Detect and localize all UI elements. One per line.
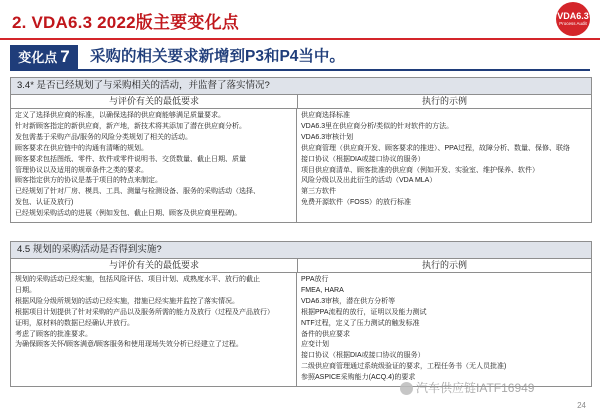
table-body	[11, 109, 591, 222]
col-header-min-requirements: 与评价有关的最低要求	[11, 95, 298, 108]
text-line: 针对新顾客指定的新供应商，新产地，新技术将其添加了潜在供应商分析。	[15, 122, 246, 130]
text-line: 已经规划采购活动的进展（例如发包、截止日期、顾客及供应商里程碑)。	[15, 210, 242, 218]
text-line: 定义了选择供应商的标准，以确保选择的供应商能够满足质量要求。	[15, 112, 225, 119]
table-body	[11, 273, 591, 386]
text-line: 规划的采购活动已经实施，包括风险评估、项目计划、成熟度水平、放行的截止	[15, 276, 260, 283]
text-line: 管理协议以及适用的规章条件之类的要求。	[15, 166, 148, 174]
text-line: VDA6.3审核，潜在供方分析等	[301, 297, 396, 305]
text-line: 已经规划了针对厂房、模具、工具、测量与检测设备、服务的采购活动（选择、	[15, 188, 260, 196]
text-line: 日期。	[15, 286, 36, 294]
examples-cell	[297, 109, 591, 222]
text-line: 供应商管理（供应商开发、顾客要求的推进）、PPA过程，故障分析、数量、保修、联络	[301, 144, 570, 152]
text-line: 接口协议（根据DIA或接口协议的服务）	[301, 155, 425, 163]
change-point-tag	[10, 45, 78, 69]
col-header-examples: 执行的示例	[421, 260, 467, 270]
text-line: 二级供应商管理通过系统级验证的要求，工程任务书（无人员批准)	[301, 363, 507, 371]
text-line: 发包需基于采购产品/服务的风险分类规划了相关的活动。	[15, 133, 192, 141]
text-line: VDA6.3审核计划	[301, 133, 354, 141]
text-line: 顾客要求在供应链中的沟通有清晰的规划。	[15, 144, 148, 152]
wechat-icon	[400, 382, 413, 395]
change-description: 采购的相关要求新增到P3和P4当中。	[90, 48, 345, 65]
table-column-headers	[11, 95, 591, 109]
text-line: 证明，原材料的数据已经确认并放行。	[15, 319, 134, 327]
title-bar	[0, 0, 600, 40]
watermark	[400, 379, 534, 396]
requirement-table-4-5	[10, 241, 592, 387]
text-line: 根据项目计划提供了针对采购的产品以及服务所需的能力及放行（过程及产品放行）	[15, 308, 274, 316]
min-requirements-cell	[11, 273, 297, 386]
examples-cell	[297, 273, 591, 386]
change-point-banner	[10, 45, 590, 69]
text-line: 供应商选择标准	[301, 112, 350, 119]
text-line: 考虑了顾客的批准要求。	[15, 330, 92, 338]
text-line: 备件的供应要求	[301, 330, 350, 338]
table-question: 3.4* 是否已经规划了与采购相关的活动，并监督了落实情况?	[11, 78, 591, 95]
text-line: 项目供应商清单、顾客批准的供应商（例如开发、实验室、维护保养、软件）	[301, 166, 539, 174]
text-line: 接口协议（根据DIA或接口协议的服务）	[301, 352, 425, 360]
text-line: 第三方软件	[301, 188, 336, 196]
change-tag-number: 7	[60, 47, 70, 66]
text-line: 应变计划	[301, 341, 329, 349]
change-tag-label: 变化点	[18, 50, 58, 65]
text-line: VDA6.3里在供应商分析/类似的针对软件的方法。	[301, 122, 454, 130]
col-header-examples: 执行的示例	[421, 96, 467, 106]
watermark-text: 汽车供应链IATF16949	[416, 381, 535, 395]
text-line: PPA放行	[301, 276, 329, 283]
banner-underline	[10, 69, 590, 71]
text-line: FMEA, HARA	[301, 286, 344, 294]
vda-logo	[556, 2, 590, 36]
text-line: 顾客要求包括图纸、零件、软件或零件说明书、交货数量、截止日期、质量	[15, 155, 246, 163]
text-line: 风险分级以及出此衍生的活动（VDA MLA）	[301, 177, 437, 185]
text-line: 根据风险分级所规划的活动已经实施，措施已经实施并监控了落实情况。	[15, 297, 239, 305]
text-line: 为确保顾客关怀/顾客满意/顾客服务和使用现场失效分析已经建立了过程。	[15, 341, 243, 349]
table-column-headers	[11, 259, 591, 273]
logo-main-text: VDA6.3	[557, 11, 589, 21]
text-line: 参照ASPICE采购能力(ACQ.4)的要求	[301, 374, 416, 382]
min-requirements-cell	[11, 109, 297, 222]
table-question: 4.5 规划的采购活动是否得到实施?	[11, 242, 591, 259]
slide-title: 2. VDA6.3 2022版主要变化点	[12, 13, 239, 32]
text-line: NTF过程，定义了压力测试的触发标准	[301, 319, 420, 327]
text-line: 根据PPA流程的放行，证明以及能力测试	[301, 308, 427, 316]
logo-sub-text: Process Audit	[559, 21, 587, 26]
col-header-min-requirements: 与评价有关的最低要求	[11, 259, 298, 272]
page-number: 24	[577, 401, 586, 410]
requirement-table-3-4	[10, 77, 592, 223]
text-line: 发包、认证及放行)	[15, 199, 74, 207]
text-line: 免费开源软件（FOSS）的放行标准	[301, 199, 412, 207]
text-line: 顾客指定供方的协议是基于项目的特点来制定。	[15, 177, 162, 185]
